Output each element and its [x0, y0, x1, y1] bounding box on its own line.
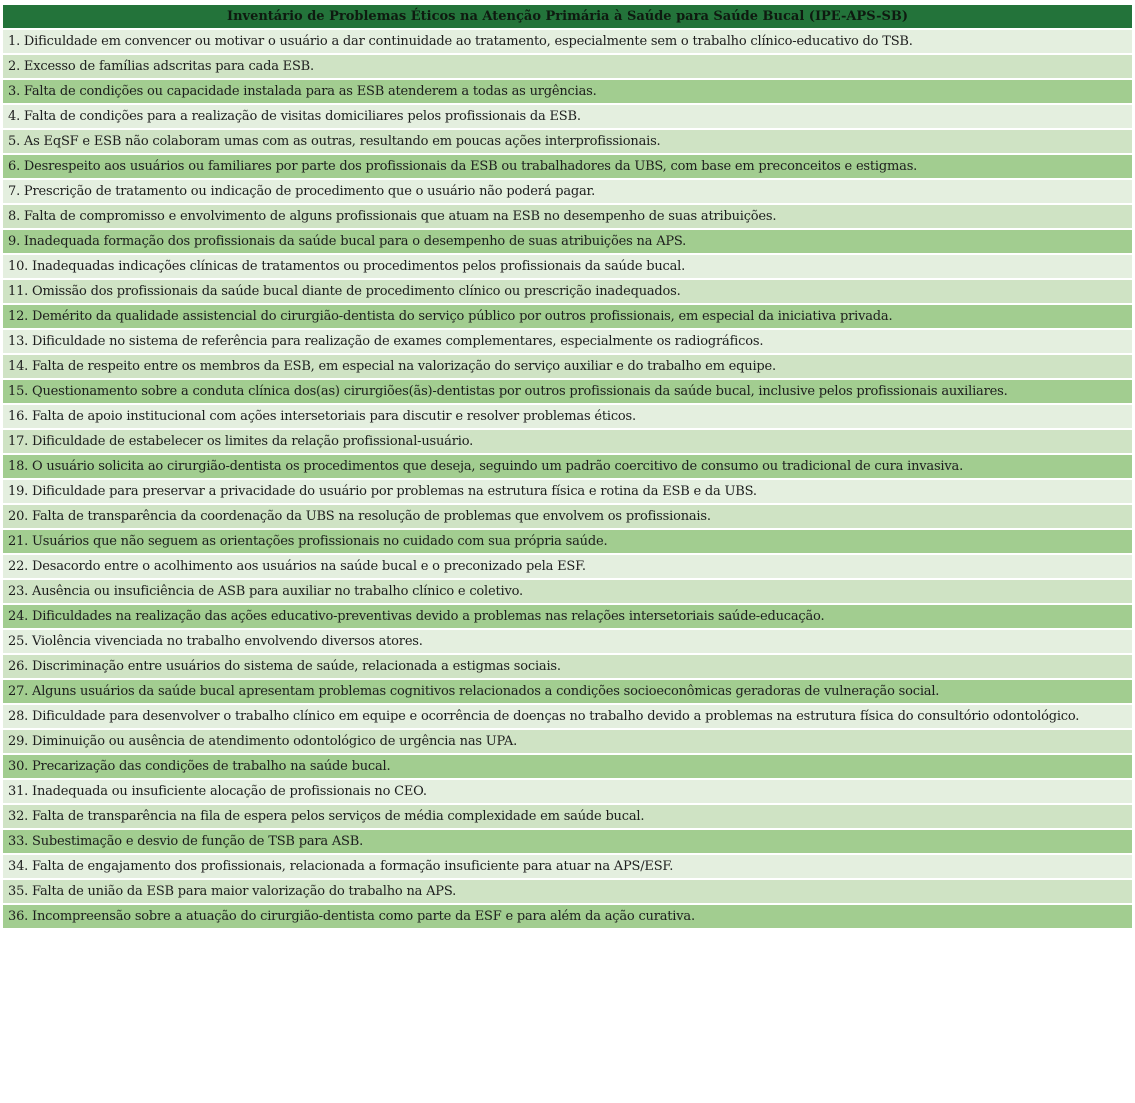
- problem-item: 7. Prescrição de tratamento ou indicação de procedimento que o usuário não poderá pagar.: [3, 180, 1132, 205]
- table-row: [3, 405, 1132, 430]
- table-row: [3, 830, 1132, 855]
- problem-item: 29. Diminuição ou ausência de atendimento odontológico de urgência nas UPA.: [3, 730, 1132, 755]
- problem-item: 36. Incompreensão sobre a atuação do cirurgião-dentista como parte da ESF e para além da ação curativa.: [3, 905, 1132, 930]
- table-row: [3, 455, 1132, 480]
- ethics-problems-inventory-table: [3, 5, 1132, 930]
- table-row: [3, 55, 1132, 80]
- table-row: [3, 630, 1132, 655]
- problem-item: 28. Dificuldade para desenvolver o trabalho clínico em equipe e ocorrência de doenças no trabalho devido a problemas na estrutura física do consultório odontológico.: [3, 705, 1132, 730]
- problem-item: 26. Discriminação entre usuários do sistema de saúde, relacionada a estigmas sociais.: [3, 655, 1132, 680]
- table-row: [3, 505, 1132, 530]
- table-row: [3, 855, 1132, 880]
- problem-item: 23. Ausência ou insuficiência de ASB para auxiliar no trabalho clínico e coletivo.: [3, 580, 1132, 605]
- problem-item: 27. Alguns usuários da saúde bucal apresentam problemas cognitivos relacionados a condições socioeconômicas geradoras de vulneração social.: [3, 680, 1132, 705]
- table-row: [3, 30, 1132, 55]
- problem-item: 18. O usuário solicita ao cirurgião-dentista os procedimentos que deseja, seguindo um padrão coercitivo de consumo ou tradicional de cura invasiva.: [3, 455, 1132, 480]
- problem-item: 34. Falta de engajamento dos profissionais, relacionada a formação insuficiente para atuar na APS/ESF.: [3, 855, 1132, 880]
- problem-item: 14. Falta de respeito entre os membros da ESB, em especial na valorização do serviço auxiliar e do trabalho em equipe.: [3, 355, 1132, 380]
- table-row: [3, 880, 1132, 905]
- problem-item: 5. As EqSF e ESB não colaboram umas com as outras, resultando em poucas ações interprofissionais.: [3, 130, 1132, 155]
- table-row: [3, 255, 1132, 280]
- problem-item: 10. Inadequadas indicações clínicas de tratamentos ou procedimentos pelos profissionais da saúde bucal.: [3, 255, 1132, 280]
- table-row: [3, 305, 1132, 330]
- problem-item: 24. Dificuldades na realização das ações educativo-preventivas devido a problemas nas relações intersetoriais saúde-educação.: [3, 605, 1132, 630]
- table-row: [3, 180, 1132, 205]
- table-row: [3, 130, 1132, 155]
- problem-item: 1. Dificuldade em convencer ou motivar o usuário a dar continuidade ao tratamento, especialmente sem o trabalho clínico-educativo do TSB.: [3, 30, 1132, 55]
- table-row: [3, 155, 1132, 180]
- problem-item: 20. Falta de transparência da coordenação da UBS na resolução de problemas que envolvem os profissionais.: [3, 505, 1132, 530]
- problem-item: 16. Falta de apoio institucional com ações intersetoriais para discutir e resolver problemas éticos.: [3, 405, 1132, 430]
- table-row: [3, 355, 1132, 380]
- table-row: [3, 655, 1132, 680]
- problem-item: 21. Usuários que não seguem as orientações profissionais no cuidado com sua própria saúde.: [3, 530, 1132, 555]
- problem-item: 17. Dificuldade de estabelecer os limites da relação profissional-usuário.: [3, 430, 1132, 455]
- problem-item: 35. Falta de união da ESB para maior valorização do trabalho na APS.: [3, 880, 1132, 905]
- table-row: [3, 530, 1132, 555]
- table-row: [3, 230, 1132, 255]
- problem-item: 12. Demérito da qualidade assistencial do cirurgião-dentista do serviço público por outros profissionais, em especial da iniciativa privada.: [3, 305, 1132, 330]
- table-row: [3, 480, 1132, 505]
- table-row: [3, 780, 1132, 805]
- table-row: [3, 705, 1132, 730]
- table-row: [3, 755, 1132, 780]
- problem-item: 3. Falta de condições ou capacidade instalada para as ESB atenderem a todas as urgências.: [3, 80, 1132, 105]
- problem-item: 25. Violência vivenciada no trabalho envolvendo diversos atores.: [3, 630, 1132, 655]
- table-row: [3, 805, 1132, 830]
- problem-item: 2. Excesso de famílias adscritas para cada ESB.: [3, 55, 1132, 80]
- table-row: [3, 330, 1132, 355]
- table-row: [3, 205, 1132, 230]
- table-row: [3, 680, 1132, 705]
- table-row: [3, 380, 1132, 405]
- problem-item: 6. Desrespeito aos usuários ou familiares por parte dos profissionais da ESB ou trabalhadores da UBS, com base em preconceitos e estigmas.: [3, 155, 1132, 180]
- table-row: [3, 430, 1132, 455]
- problem-item: 4. Falta de condições para a realização de visitas domiciliares pelos profissionais da ESB.: [3, 105, 1132, 130]
- table-title: Inventário de Problemas Éticos na Atenção Primária à Saúde para Saúde Bucal (IPE-APS-SB): [3, 5, 1132, 30]
- problem-item: 31. Inadequada ou insuficiente alocação de profissionais no CEO.: [3, 780, 1132, 805]
- problem-item: 32. Falta de transparência na fila de espera pelos serviços de média complexidade em saúde bucal.: [3, 805, 1132, 830]
- problem-item: 22. Desacordo entre o acolhimento aos usuários na saúde bucal e o preconizado pela ESF.: [3, 555, 1132, 580]
- table-row: [3, 605, 1132, 630]
- table-row: [3, 580, 1132, 605]
- problem-item: 11. Omissão dos profissionais da saúde bucal diante de procedimento clínico ou prescrição inadequados.: [3, 280, 1132, 305]
- table-row: [3, 280, 1132, 305]
- problem-item: 9. Inadequada formação dos profissionais da saúde bucal para o desempenho de suas atribuições na APS.: [3, 230, 1132, 255]
- problem-item: 15. Questionamento sobre a conduta clínica dos(as) cirurgiões(ãs)-dentistas por outros profissionais da saúde bucal, inclusive pelos profissionais auxiliares.: [3, 380, 1132, 405]
- table-row: [3, 905, 1132, 930]
- problem-item: 30. Precarização das condições de trabalho na saúde bucal.: [3, 755, 1132, 780]
- table-body: [3, 30, 1132, 930]
- table-row: [3, 730, 1132, 755]
- problem-item: 19. Dificuldade para preservar a privacidade do usuário por problemas na estrutura física e rotina da ESB e da UBS.: [3, 480, 1132, 505]
- table-row: [3, 80, 1132, 105]
- problem-item: 33. Subestimação e desvio de função de TSB para ASB.: [3, 830, 1132, 855]
- table-header-row: [3, 5, 1132, 30]
- table-row: [3, 555, 1132, 580]
- problem-item: 13. Dificuldade no sistema de referência para realização de exames complementares, especialmente os radiográficos.: [3, 330, 1132, 355]
- table-row: [3, 105, 1132, 130]
- problem-item: 8. Falta de compromisso e envolvimento de alguns profissionais que atuam na ESB no desempenho de suas atribuições.: [3, 205, 1132, 230]
